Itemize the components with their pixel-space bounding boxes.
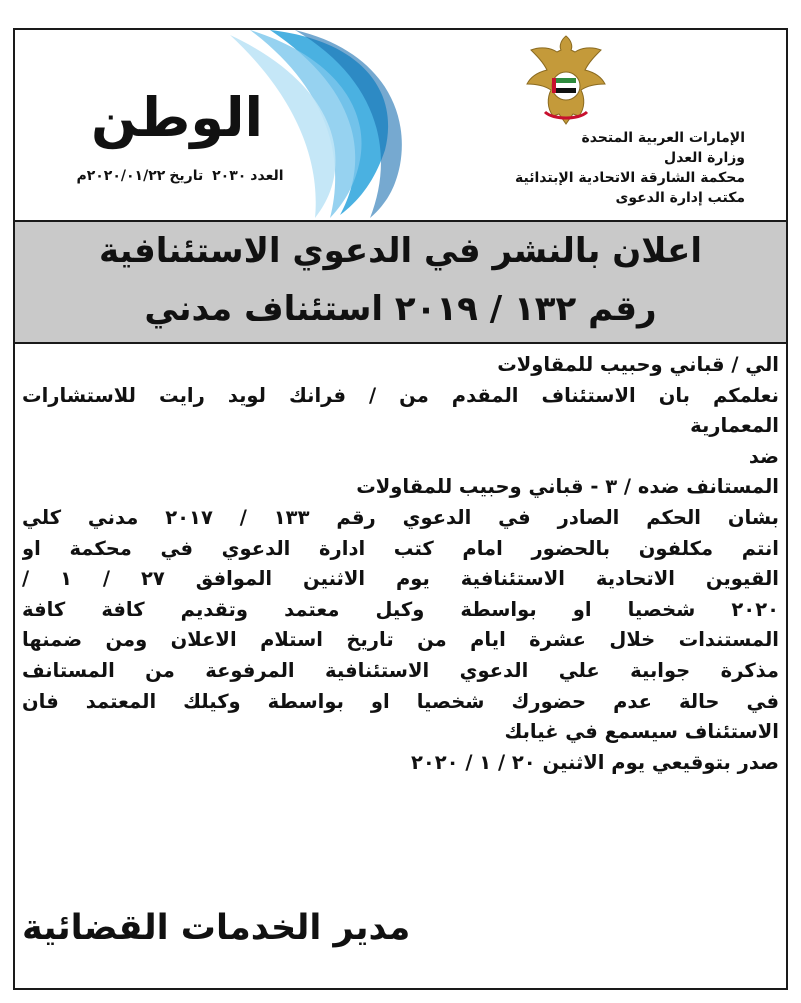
body-line-case: بشان الحكم الصادر في الدعوي رقم ١٣٣ / ٢٠١٧ مدني كلي	[22, 505, 779, 529]
header	[15, 30, 786, 220]
authority-line-court: محكمة الشارقة الاتحادية الإبتدائية	[515, 170, 745, 186]
body-line-documents: المستندات خلال عشرة ايام من تاريخ استلام الاعلان ومن ضمنها	[22, 628, 779, 652]
body-line-recipient: الي / قباني وحبيب للمقاولات	[497, 353, 779, 376]
body-line-court-date: القيوين الاتحادية الاستئنافية يوم الاثنين الموافق ٢٧ / ١ /	[22, 567, 779, 591]
newspaper-name: الوطن	[90, 86, 264, 149]
uae-falcon-emblem-icon	[523, 34, 609, 126]
body-line-appellant-cont: المعمارية	[690, 414, 779, 438]
signature-title: مدير الخدمات القضائية	[22, 908, 411, 948]
body-line-against: ضد	[748, 444, 779, 468]
authority-line-office: مكتب إدارة الدعوى	[615, 190, 745, 206]
title-line-1: اعلان بالنشر في الدعوي الاستئنافية	[99, 231, 702, 271]
notice-body	[22, 350, 779, 778]
body-line-memo: مذكرة جوابية علي الدعوي الاستئنافية المرفوعة من المستانف	[22, 658, 779, 682]
issue-date-label: تاريخ	[169, 168, 204, 184]
body-line-respondent: المستانف ضده / ٣ - قباني وحبيب للمقاولات	[356, 475, 779, 499]
issue-label: العدد	[250, 168, 284, 184]
body-line-issued: صدر بتوقيعي يوم الاثنين ٢٠ / ١ / ٢٠٢٠	[410, 750, 779, 774]
body-line-summons: انتم مكلفون بالحضور امام كتب ادارة الدعوي في محكمة او	[22, 536, 779, 560]
issue-number: ٢٠٣٠	[212, 168, 247, 184]
title-banner	[15, 220, 786, 344]
issue-date: ٢٠٢٠/٠١/٢٢م	[76, 168, 166, 184]
body-line-absentia: الاستئناف سيسمع في غيابك	[504, 720, 779, 744]
title-line-2: رقم ١٣٢ / ٢٠١٩ استئناف مدني	[144, 289, 657, 329]
authority-line-country: الإمارات العربية المتحدة	[581, 130, 745, 146]
body-line-attendance: ٢٠٢٠ شخصيا او بواسطة وكيل معتمد وتقديم كافة كافة	[22, 597, 779, 621]
issue-info	[45, 168, 315, 184]
authority-line-ministry: وزارة العدل	[664, 150, 745, 166]
body-line-absence: في حالة عدم حضورك شخصيا او بواسطة وكيلك المعتمد فان	[22, 689, 779, 713]
issuing-authority	[395, 128, 745, 208]
body-line-appellant: نعلمكم بان الاستئناف المقدم من / فرانك لويد رايت للاستشارات	[22, 383, 779, 407]
